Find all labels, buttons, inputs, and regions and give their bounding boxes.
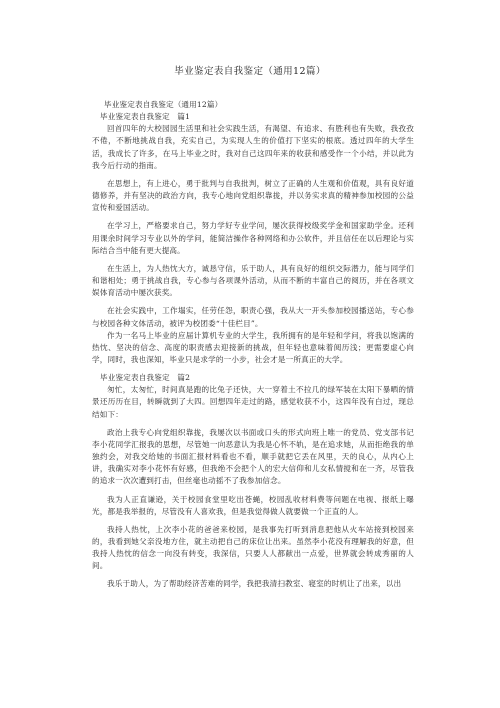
document-subtitle: 毕业鉴定表自我鉴定（通用12篇） bbox=[104, 100, 223, 109]
body-paragraph: 我持人热忱，上次李小花的爸爸来校园，是我事先打听到消息把他从火车站接到校园来的，我看到她父亲没地方住，就主动把自己的床位让出来。虽然李小花没有理解我的好意，但我持人热忱的信念一向没有转变，我深信，只要人人都献出一点爱，世界就会转成秀丽的人间。 bbox=[92, 524, 414, 571]
body-paragraph: 在思想上，有上进心，勇于批判与自我批判，树立了正确的人生观和价值观，具有良好道德修养，并有坚决的政治方向，我专心地向党组织靠拢，并以务实求真的精神参加校园的公益宣传和爱国活动。 bbox=[92, 178, 414, 213]
body-paragraph: 在社会实践中，工作塌实，任劳任怨，职责心强，我从大一开头参加校园播送站，专心参与校园各种文体活动，被评为校团委“十佳栏目”。 bbox=[92, 306, 414, 328]
section-heading: 毕业鉴定表自我鉴定 篇1 bbox=[100, 112, 191, 122]
body-paragraph: 在学习上，严格要求自己，努力学好专业学问，屡次获得校级奖学金和国家助学金。还利用课余时间学习专业以外的学问，能简洁操作各种网络和办公软件，并且信任在以后理论与实际结合当中能有更大提高。 bbox=[92, 221, 414, 255]
document-body bbox=[92, 99, 414, 591]
body-paragraph: 匆忙，太匆忙，时间真是跑的比兔子还快，大一穿着土不拉几的绿军装在太阳下暴晒的情景还历历在目，转瞬就到了大四。回想四年走过的路，感觉收获不小，这四年没有白过，现总结如下： bbox=[92, 385, 414, 419]
body-paragraph: 作为一名马上毕业的应届计算机专业的大学生，我所拥有的是年轻和学问，将我以饱满的热忱、坚决的信念、高度的职责感去迎接新的挑战，但年轻也意味着阅历浅；更需要虚心向学，同时，我也深知，毕业只是求学的一小步，社会才是一所真正的大学。 bbox=[92, 330, 414, 364]
body-paragraph: 我乐于助人，为了帮助经济苦难的同学，我把我清扫教室、寝室的时机让了出来，以出 bbox=[107, 579, 402, 589]
body-paragraph: 在生活上，为人热忱大方，诚恳守信，乐于助人，具有良好的组织交际潜力，能与同学们和谐相处；勇于挑战自我，专心参与各项课外活动，从而不断的丰富自己的阅历，并在各项文娱体育活动中屡次获奖。 bbox=[92, 263, 414, 298]
paragraph-list bbox=[92, 111, 414, 590]
body-paragraph: 回首四年的大校园园生活里和社会实践生活，有渴望、有追求、有胜利也有失败，我孜孜不倦，不断地挑战自我，充实自己，为实现人生的价值打下坚实的根底。透过四年的大学生活，我成长了许多，在马上毕业之时，我对自己这四年来的收获和感受作一个小结，并以此为我今后行动的指南。 bbox=[92, 124, 414, 170]
body-paragraph: 我为人正直谦逊，关于校园食堂里吃出苍蝇，校园乱收材料费等问题在电视、报纸上曝光，都是我举报的，尽管没有人喜欢我，但是我觉得做人就要做一个正直的人。 bbox=[92, 494, 414, 516]
document-title: 毕业鉴定表自我鉴定（通用12篇） bbox=[174, 66, 326, 77]
body-paragraph: 政治上我专心向党组织靠拢，我屡次以书面或口头的形式向班上唯一的党员、党支部书记李小花同学汇报我的思想，尽管她一向恶意认为我是心怀不轨，是在追求她，从而拒绝我的单独约会，对我交给她的书面汇报材料看也不看，顺手就把它丢在风里，天的良心，从内心上讲，我确实对李小花怀有好感，但我绝不会把个人的宏大信仰和儿女私情搅和在一齐，尽管我的追求一次次遭到打击，但丝毫也动摇不了我参加信念。 bbox=[92, 427, 414, 486]
section-heading: 毕业鉴定表自我鉴定 篇2 bbox=[100, 373, 191, 383]
